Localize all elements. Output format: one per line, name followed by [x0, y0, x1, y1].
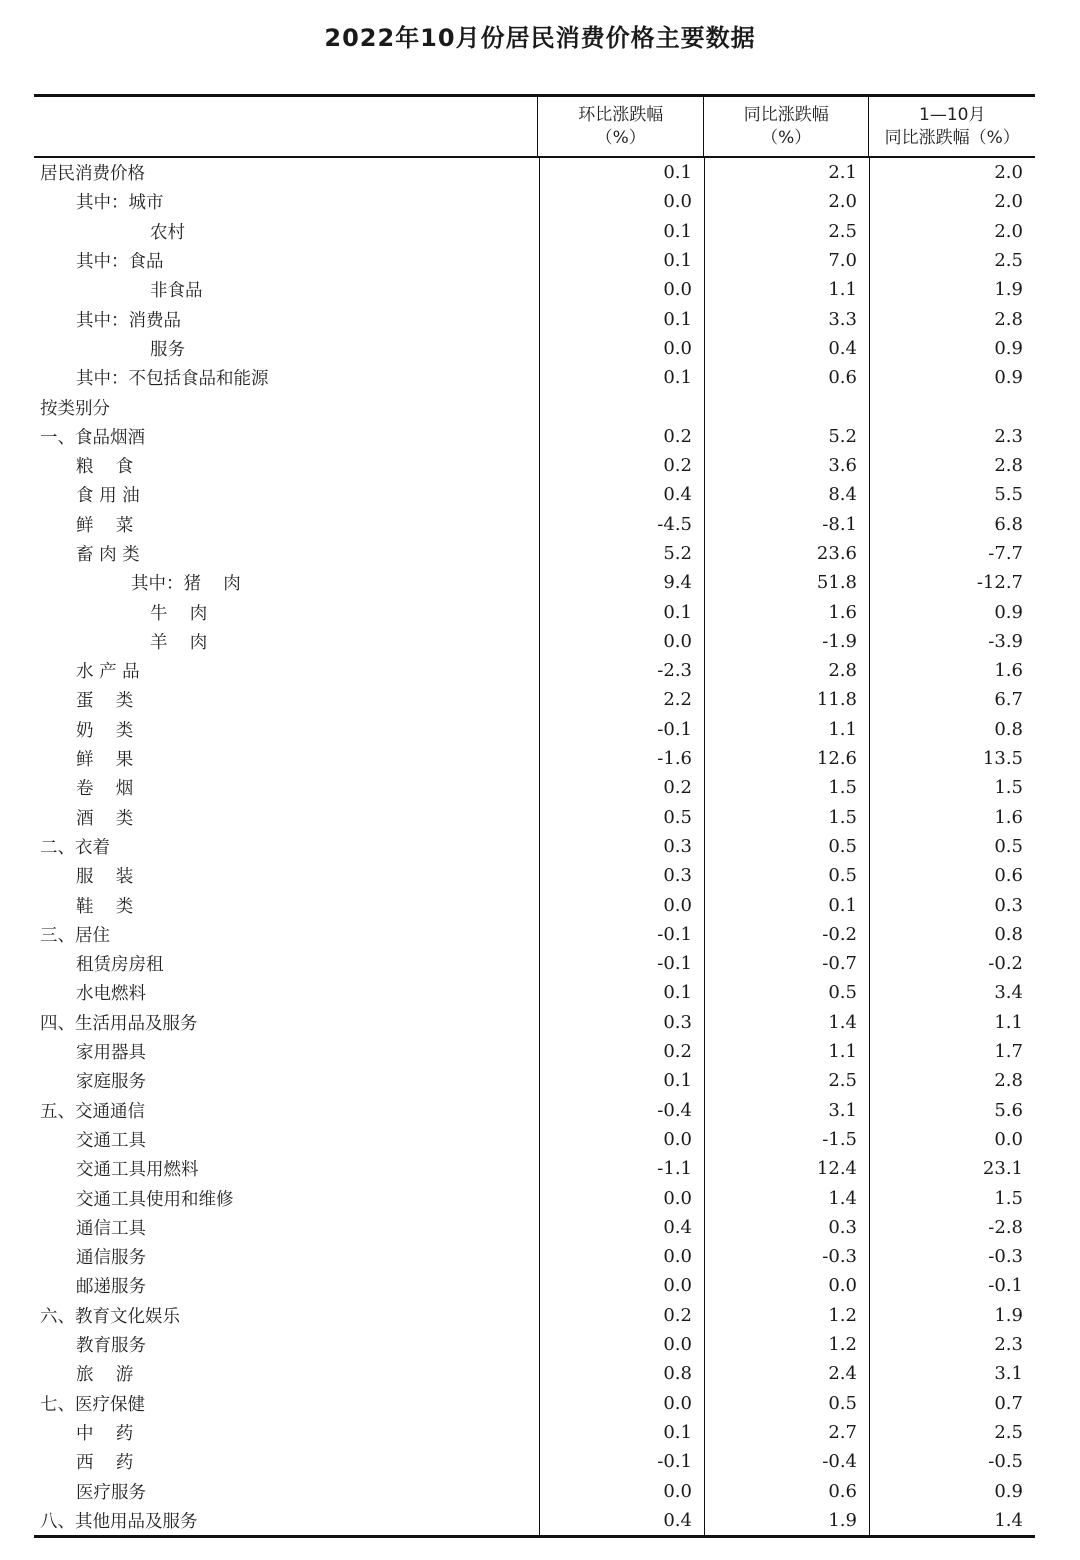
row-yoy-value: -1.9 [704, 627, 869, 656]
table-body [34, 158, 1035, 1535]
row-mom-value: 0.2 [539, 1301, 704, 1330]
header-ytd-title: 同比涨跌幅（%） [884, 127, 1020, 148]
row-ytd-value: 0.9 [869, 597, 1035, 626]
row-mom-value: 0.0 [539, 334, 704, 363]
row-ytd-value: -0.5 [869, 1447, 1035, 1476]
row-yoy-value: 0.5 [704, 978, 869, 1007]
row-ytd-value: 13.5 [869, 744, 1035, 773]
row-mom-value: 0.3 [539, 861, 704, 890]
row-mom-value: 0.0 [539, 187, 704, 216]
row-label: 蛋 类 [76, 691, 134, 712]
row-mom-value: 5.2 [539, 539, 704, 568]
row-mom-value: 0.1 [539, 1066, 704, 1095]
row-ytd-value: 2.5 [869, 1418, 1035, 1447]
table-row [34, 539, 1035, 568]
row-yoy-value: 1.9 [704, 1506, 869, 1535]
row-label: 其中：消费品 [76, 310, 181, 331]
row-mom-value: 0.1 [539, 363, 704, 392]
table-row [34, 1096, 1035, 1125]
header-label-cell [34, 97, 537, 156]
table-row [34, 1037, 1035, 1066]
row-label: 居民消费价格 [40, 164, 145, 185]
row-mom-value: -0.1 [539, 920, 704, 949]
row-yoy-value: 1.5 [704, 773, 869, 802]
row-label: 其中：猪 肉 [131, 574, 241, 595]
row-ytd-value: 0.8 [869, 920, 1035, 949]
row-label: 医疗服务 [76, 1482, 146, 1503]
row-label: 服务 [150, 339, 185, 360]
row-mom-value: 0.2 [539, 422, 704, 451]
row-mom-value: 0.3 [539, 1008, 704, 1037]
row-yoy-value: 51.8 [704, 568, 869, 597]
row-ytd-value: 1.5 [869, 773, 1035, 802]
row-mom-value: 0.5 [539, 803, 704, 832]
row-ytd-value: 0.8 [869, 715, 1035, 744]
row-yoy-value: 5.2 [704, 422, 869, 451]
row-label: 七、医疗保健 [40, 1394, 145, 1415]
table-row [34, 304, 1035, 333]
table-row [34, 685, 1035, 714]
table-row [34, 744, 1035, 773]
row-label: 鞋 类 [76, 896, 134, 917]
header-mom-unit: （%） [595, 127, 646, 148]
row-ytd-value: 2.3 [869, 1330, 1035, 1359]
row-yoy-value: 2.4 [704, 1359, 869, 1388]
table-row [34, 1213, 1035, 1242]
header-yoy [703, 97, 869, 156]
table-row [34, 1125, 1035, 1154]
header-yoy-unit: （%） [761, 127, 812, 148]
table-row [34, 1388, 1035, 1417]
row-ytd-value: -0.3 [869, 1242, 1035, 1271]
header-mom [537, 97, 703, 156]
row-ytd-value: 0.9 [869, 1476, 1035, 1505]
row-ytd-value: -0.1 [869, 1271, 1035, 1300]
row-label: 一、食品烟酒 [40, 427, 145, 448]
row-label: 鲜 果 [76, 750, 134, 771]
row-yoy-value: 8.4 [704, 480, 869, 509]
row-label: 畜 肉 类 [76, 545, 140, 565]
row-label: 家用器具 [76, 1043, 146, 1064]
row-ytd-value: 2.5 [869, 246, 1035, 275]
row-mom-value: 0.1 [539, 246, 704, 275]
row-mom-value [539, 392, 704, 421]
row-ytd-value: 1.1 [869, 1008, 1035, 1037]
row-ytd-value: 3.1 [869, 1359, 1035, 1388]
row-ytd-value: 1.5 [869, 1183, 1035, 1212]
row-ytd-value: 23.1 [869, 1154, 1035, 1183]
row-label: 交通工具 [76, 1130, 146, 1151]
table-row [34, 978, 1035, 1007]
table-row [34, 568, 1035, 597]
row-ytd-value: 5.5 [869, 480, 1035, 509]
row-yoy-value: 2.5 [704, 1066, 869, 1095]
row-ytd-value: 2.8 [869, 304, 1035, 333]
row-ytd-value: -0.2 [869, 949, 1035, 978]
row-label: 羊 肉 [150, 632, 208, 653]
row-mom-value: 0.2 [539, 451, 704, 480]
table-row [34, 1301, 1035, 1330]
row-ytd-value: 2.0 [869, 158, 1035, 187]
row-label: 八、其他用品及服务 [40, 1511, 198, 1532]
row-yoy-value: 12.4 [704, 1154, 869, 1183]
row-label: 交通工具使用和维修 [76, 1189, 234, 1210]
row-yoy-value: -0.2 [704, 920, 869, 949]
table-row [34, 1271, 1035, 1300]
row-yoy-value: -8.1 [704, 510, 869, 539]
row-ytd-value: 1.9 [869, 275, 1035, 304]
row-yoy-value: 2.8 [704, 656, 869, 685]
row-ytd-value: 2.8 [869, 1066, 1035, 1095]
row-yoy-value: -0.4 [704, 1447, 869, 1476]
row-label: 其中：城市 [76, 193, 164, 214]
row-yoy-value: 3.3 [704, 304, 869, 333]
row-mom-value: 0.4 [539, 480, 704, 509]
row-yoy-value: 0.3 [704, 1213, 869, 1242]
row-label: 其中：不包括食品和能源 [76, 369, 269, 390]
row-mom-value: 0.0 [539, 1242, 704, 1271]
row-yoy-value: 1.5 [704, 803, 869, 832]
row-yoy-value: 1.4 [704, 1008, 869, 1037]
row-mom-value: 0.0 [539, 1271, 704, 1300]
row-label: 旅 游 [76, 1365, 134, 1386]
table-row [34, 363, 1035, 392]
row-ytd-value: 0.5 [869, 832, 1035, 861]
row-mom-value: 9.4 [539, 568, 704, 597]
row-yoy-value: 1.6 [704, 597, 869, 626]
row-ytd-value: 6.8 [869, 510, 1035, 539]
row-ytd-value [869, 392, 1035, 421]
row-yoy-value: 1.2 [704, 1301, 869, 1330]
row-ytd-value: -2.8 [869, 1213, 1035, 1242]
row-label: 交通工具用燃料 [76, 1160, 199, 1181]
page-title: 2022年10月份居民消费价格主要数据 [324, 24, 756, 52]
table-row [34, 1154, 1035, 1183]
row-label: 二、衣着 [40, 837, 110, 858]
row-mom-value: 0.1 [539, 158, 704, 187]
row-ytd-value: 1.7 [869, 1037, 1035, 1066]
row-yoy-value: 11.8 [704, 685, 869, 714]
row-mom-value: -2.3 [539, 656, 704, 685]
row-mom-value: -4.5 [539, 510, 704, 539]
row-label: 通信工具 [76, 1218, 146, 1239]
row-ytd-value: 0.9 [869, 334, 1035, 363]
table-row [34, 451, 1035, 480]
row-mom-value: 0.2 [539, 1037, 704, 1066]
header-ytd-period: 1—10月 [919, 104, 986, 125]
row-yoy-value: 0.4 [704, 334, 869, 363]
row-label: 奶 类 [76, 720, 134, 741]
row-ytd-value: -12.7 [869, 568, 1035, 597]
cpi-table [34, 94, 1035, 1538]
header-yoy-title: 同比涨跌幅 [743, 104, 829, 125]
row-mom-value: 0.0 [539, 890, 704, 919]
table-row [34, 890, 1035, 919]
row-ytd-value: 1.6 [869, 803, 1035, 832]
row-label: 邮递服务 [76, 1277, 146, 1298]
row-yoy-value: 23.6 [704, 539, 869, 568]
table-row [34, 773, 1035, 802]
row-yoy-value: -1.5 [704, 1125, 869, 1154]
row-mom-value: 0.0 [539, 1476, 704, 1505]
table-row [34, 1418, 1035, 1447]
table-row [34, 334, 1035, 363]
row-mom-value: 0.1 [539, 1418, 704, 1447]
table-row [34, 187, 1035, 216]
row-label: 水 产 品 [76, 662, 140, 683]
row-ytd-value: 0.7 [869, 1388, 1035, 1417]
header-ytd [868, 97, 1035, 156]
row-mom-value: 0.2 [539, 773, 704, 802]
row-ytd-value: 6.7 [869, 685, 1035, 714]
table-row [34, 597, 1035, 626]
table-row [34, 217, 1035, 246]
row-label: 家庭服务 [76, 1072, 146, 1093]
row-label: 通信服务 [76, 1248, 146, 1269]
row-ytd-value: 1.4 [869, 1506, 1035, 1535]
table-row [34, 627, 1035, 656]
table-row [34, 1183, 1035, 1212]
row-label: 牛 肉 [150, 603, 208, 624]
row-label: 中 药 [76, 1423, 134, 1444]
table-row [34, 392, 1035, 421]
row-ytd-value: 5.6 [869, 1096, 1035, 1125]
row-mom-value: 0.3 [539, 832, 704, 861]
table-row [34, 1066, 1035, 1095]
table-row [34, 1330, 1035, 1359]
table-row [34, 920, 1035, 949]
row-mom-value: 0.4 [539, 1506, 704, 1535]
table-row [34, 1506, 1035, 1535]
row-label: 非食品 [150, 281, 203, 302]
row-yoy-value: 2.5 [704, 217, 869, 246]
row-mom-value: 0.0 [539, 1183, 704, 1212]
row-mom-value: -0.1 [539, 1447, 704, 1476]
row-yoy-value: 0.6 [704, 1476, 869, 1505]
row-ytd-value: 0.9 [869, 363, 1035, 392]
table-row [34, 861, 1035, 890]
row-mom-value: 0.1 [539, 597, 704, 626]
row-yoy-value: 2.7 [704, 1418, 869, 1447]
row-label: 食 用 油 [76, 486, 140, 507]
row-yoy-value: 0.5 [704, 861, 869, 890]
row-yoy-value: 1.1 [704, 715, 869, 744]
table-row [34, 158, 1035, 187]
table-row [34, 275, 1035, 304]
row-ytd-value: 0.0 [869, 1125, 1035, 1154]
row-ytd-value: -3.9 [869, 627, 1035, 656]
row-yoy-value: 0.5 [704, 1388, 869, 1417]
table-row [34, 1447, 1035, 1476]
row-ytd-value: -7.7 [869, 539, 1035, 568]
row-yoy-value: 1.4 [704, 1183, 869, 1212]
row-yoy-value: -0.7 [704, 949, 869, 978]
row-yoy-value [704, 392, 869, 421]
row-ytd-value: 2.3 [869, 422, 1035, 451]
row-label: 租赁房房租 [76, 955, 164, 976]
row-yoy-value: 12.6 [704, 744, 869, 773]
row-yoy-value: 0.0 [704, 1271, 869, 1300]
table-row [34, 949, 1035, 978]
row-yoy-value: -0.3 [704, 1242, 869, 1271]
row-mom-value: -0.4 [539, 1096, 704, 1125]
table-row [34, 480, 1035, 509]
row-label: 酒 类 [76, 808, 134, 829]
row-label: 教育服务 [76, 1336, 146, 1357]
row-label: 按类别分 [40, 398, 110, 419]
table-row [34, 246, 1035, 275]
row-yoy-value: 2.0 [704, 187, 869, 216]
row-yoy-value: 0.5 [704, 832, 869, 861]
row-label: 卷 烟 [76, 779, 134, 800]
table-row [34, 803, 1035, 832]
table-row [34, 656, 1035, 685]
table-row [34, 715, 1035, 744]
row-mom-value: 0.8 [539, 1359, 704, 1388]
table-row [34, 1242, 1035, 1271]
table-header [34, 97, 1035, 158]
row-mom-value: -0.1 [539, 715, 704, 744]
row-label: 农村 [150, 222, 185, 243]
row-ytd-value: 2.8 [869, 451, 1035, 480]
row-ytd-value: 0.3 [869, 890, 1035, 919]
row-mom-value: 0.0 [539, 1125, 704, 1154]
row-mom-value: 0.1 [539, 304, 704, 333]
row-label: 三、居住 [40, 925, 110, 946]
row-yoy-value: 1.1 [704, 1037, 869, 1066]
row-mom-value: -1.6 [539, 744, 704, 773]
row-mom-value: 0.4 [539, 1213, 704, 1242]
row-yoy-value: 1.1 [704, 275, 869, 304]
row-mom-value: 0.1 [539, 217, 704, 246]
row-label: 四、生活用品及服务 [40, 1013, 198, 1034]
row-yoy-value: 2.1 [704, 158, 869, 187]
row-label: 其中：食品 [76, 252, 164, 273]
row-mom-value: 2.2 [539, 685, 704, 714]
row-mom-value: -0.1 [539, 949, 704, 978]
row-label: 五、交通通信 [40, 1101, 145, 1122]
row-ytd-value: 3.4 [869, 978, 1035, 1007]
row-label: 六、教育文化娱乐 [40, 1306, 180, 1327]
row-label: 西 药 [76, 1453, 134, 1474]
row-ytd-value: 2.0 [869, 187, 1035, 216]
row-yoy-value: 3.1 [704, 1096, 869, 1125]
row-yoy-value: 7.0 [704, 246, 869, 275]
row-ytd-value: 2.0 [869, 217, 1035, 246]
row-mom-value: -1.1 [539, 1154, 704, 1183]
row-label: 服 装 [76, 867, 134, 888]
table-row [34, 1359, 1035, 1388]
table-row [34, 1476, 1035, 1505]
row-ytd-value: 0.6 [869, 861, 1035, 890]
row-mom-value: 0.0 [539, 627, 704, 656]
table-row [34, 832, 1035, 861]
row-mom-value: 0.0 [539, 1388, 704, 1417]
row-yoy-value: 1.2 [704, 1330, 869, 1359]
row-label: 粮 食 [76, 457, 134, 478]
row-yoy-value: 0.1 [704, 890, 869, 919]
row-yoy-value: 3.6 [704, 451, 869, 480]
row-mom-value: 0.1 [539, 978, 704, 1007]
row-label: 水电燃料 [76, 984, 146, 1005]
row-label: 鲜 菜 [76, 515, 134, 536]
row-yoy-value: 0.6 [704, 363, 869, 392]
row-ytd-value: 1.6 [869, 656, 1035, 685]
table-row [34, 1008, 1035, 1037]
row-ytd-value: 1.9 [869, 1301, 1035, 1330]
row-mom-value: 0.0 [539, 275, 704, 304]
table-row [34, 510, 1035, 539]
row-mom-value: 0.0 [539, 1330, 704, 1359]
table-row [34, 422, 1035, 451]
header-mom-title: 环比涨跌幅 [578, 104, 664, 125]
